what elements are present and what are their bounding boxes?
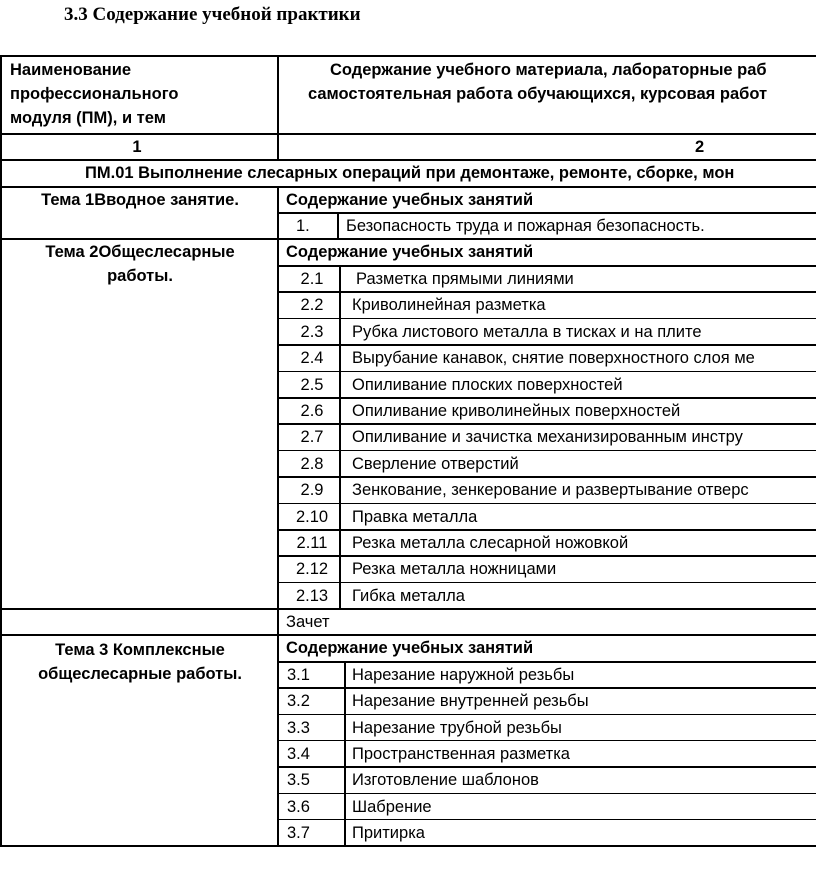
- table-rule: [277, 582, 816, 584]
- table-left-border: [0, 55, 2, 845]
- table-rule: [0, 238, 816, 240]
- topic-3-item-num: 3.6: [287, 797, 310, 816]
- table-rule: [277, 555, 816, 557]
- table-rule: [0, 634, 816, 636]
- topic-2-credit: Зачет: [286, 613, 330, 631]
- table-rule: [277, 265, 816, 267]
- table-rule: [277, 714, 816, 716]
- column-divider: [337, 212, 339, 238]
- topic-2-item-num: 2.4: [300, 349, 324, 368]
- section-title: 3.3 Содержание учебной практики: [64, 4, 361, 25]
- column-divider: [339, 265, 341, 608]
- header-num-1: 1: [132, 138, 142, 156]
- table-rule: [277, 793, 816, 795]
- topic-3-content-header: Содержание учебных занятий: [286, 639, 534, 657]
- topic-2-item-num: 2.1: [300, 270, 324, 288]
- topic-3-item-text: Нарезание трубной резьбы: [352, 718, 562, 737]
- topic-2-item-num: 2.6: [300, 402, 324, 420]
- topic-3-item-text: Нарезание внутренней резьбы: [352, 692, 589, 711]
- topic-3-item-num: 3.3: [287, 718, 310, 737]
- table-rule: [277, 687, 816, 689]
- topic-2-item-text: Опиливание плоских поверхностей: [352, 375, 623, 394]
- topic-3-name: Тема 3 Комплексные: [55, 641, 225, 659]
- header-num-2: 2: [695, 138, 705, 156]
- table-rule: [277, 212, 816, 214]
- column-divider: [344, 661, 346, 845]
- header-col1-text: Наименование: [10, 61, 132, 79]
- topic-2-item-num: 2.12: [295, 560, 329, 579]
- topic-2-item-text: Опиливание и зачистка механизированным инстру: [352, 428, 743, 447]
- table-rule: [277, 819, 816, 821]
- table-bottom-border: [0, 845, 816, 847]
- topic-2-item-num: 2.5: [300, 375, 324, 394]
- table-top-border: [0, 55, 816, 57]
- table-rule: [277, 766, 816, 768]
- topic-3-item-text: Притирка: [352, 823, 425, 842]
- module-title: ПМ.01 Выполнение слесарных операций при демонтаже, ремонте, сборке, мон: [85, 164, 735, 182]
- topic-2-item-num: 2.9: [300, 481, 324, 500]
- topic-2-item-text: Правка металла: [352, 507, 478, 526]
- topic-3-item-num: 3.1: [287, 666, 310, 684]
- table-rule: [277, 661, 816, 663]
- table-rule: [277, 740, 816, 742]
- table-rule: [277, 291, 816, 293]
- topic-3-item-num: 3.7: [287, 823, 310, 842]
- topic-2-item-num: 2.3: [300, 322, 324, 341]
- topic-2-item-num: 2.8: [300, 454, 324, 473]
- table-rule: [0, 186, 816, 188]
- topic-2-item-text: Резка металла ножницами: [352, 560, 557, 579]
- topic-2-item-text: Вырубание канавок, снятие поверхностного слоя ме: [352, 349, 755, 368]
- header-col1-text: профессионального: [10, 85, 179, 103]
- table-rule: [277, 397, 816, 399]
- header-divider: [277, 55, 279, 160]
- topic-2-item-text: Резка металла слесарной ножовкой: [352, 534, 629, 552]
- topic-3-item-text: Изготовление шаблонов: [352, 771, 539, 790]
- topic-2-item-text: Разметка прямыми линиями: [356, 270, 574, 288]
- topic-2-item-text: Сверление отверстий: [352, 454, 519, 473]
- topic-2-item-num: 2.10: [295, 507, 329, 526]
- header-col2-text: Содержание учебного материала, лабораторные раб: [330, 61, 767, 79]
- table-rule: [277, 476, 816, 478]
- topic-2-item-num: 2.7: [300, 428, 324, 447]
- topic-2-name: работы.: [107, 267, 173, 285]
- topic-1-item-text: Безопасность труда и пожарная безопасность.: [346, 217, 705, 235]
- table-rule: [277, 371, 816, 373]
- topic-3-item-text: Пространственная разметка: [352, 744, 570, 763]
- topic-2-item-num: 2.2: [300, 296, 324, 315]
- topic-1-item-num: 1.: [296, 217, 310, 235]
- topic-2-item-num: 2.13: [295, 586, 329, 605]
- topic-1-content-header: Содержание учебных занятий: [286, 191, 534, 209]
- topic-3-item-num: 3.4: [287, 744, 310, 763]
- topic-3-item-num: 3.2: [287, 692, 310, 711]
- topic-2-item-text: Опиливание криволинейных поверхностей: [352, 402, 681, 420]
- table-rule: [277, 529, 816, 531]
- topic-3-item-num: 3.5: [287, 771, 310, 790]
- topic-2-item-num: 2.11: [296, 534, 328, 552]
- table-rule: [0, 133, 816, 135]
- topic-2-item-text: Рубка листового металла в тисках и на плите: [352, 322, 702, 341]
- header-col2-text: самостоятельная работа обучающихся, курсовая работ: [308, 85, 768, 103]
- table-rule: [0, 159, 816, 161]
- topic-3-item-text: Шабрение: [352, 797, 432, 816]
- topic-2-name: Тема 2Общеслесарные: [45, 243, 235, 261]
- table-rule: [277, 318, 816, 320]
- topic-2-content-header: Содержание учебных занятий: [286, 243, 534, 261]
- topic-2-item-text: Зенкование, зенкерование и развертывание отверс: [352, 481, 749, 500]
- header-col1-text: модуля (ПМ), и тем: [10, 109, 166, 127]
- table-rule: [277, 503, 816, 505]
- table-rule: [277, 423, 816, 425]
- topic-3-name: общеслесарные работы.: [38, 665, 242, 683]
- topic-1-name: Тема 1Вводное занятие.: [41, 191, 239, 209]
- topic-2-item-text: Гибка металла: [352, 586, 465, 605]
- topic-3-item-text: Нарезание наружной резьбы: [352, 666, 575, 684]
- table-rule: [0, 608, 277, 610]
- table-rule: [277, 608, 816, 610]
- table-rule: [277, 344, 816, 346]
- table-rule: [277, 450, 816, 452]
- topic-2-item-text: Криволинейная разметка: [352, 296, 546, 315]
